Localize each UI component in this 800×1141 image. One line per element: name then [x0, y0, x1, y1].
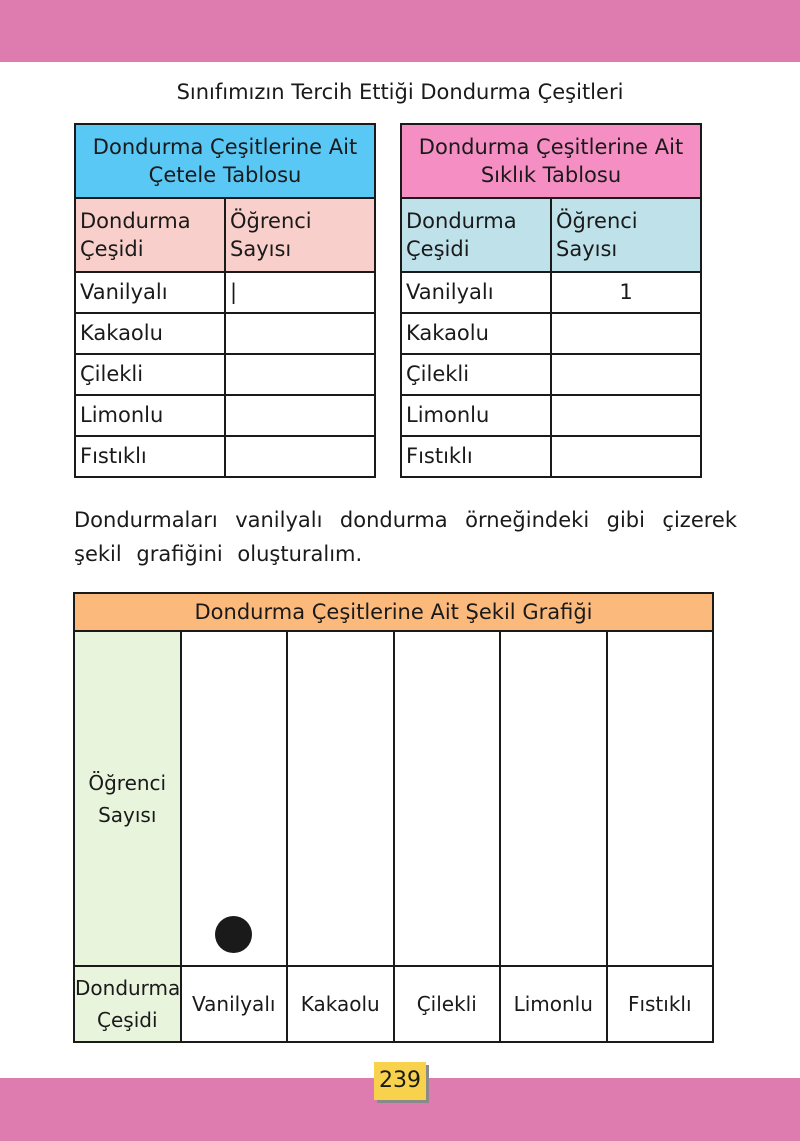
freq-row-name: Fıstıklı [401, 436, 551, 477]
tally-col-type: Dondurma Çeşidi [75, 198, 225, 272]
ice-cream-dot-icon [215, 916, 252, 953]
freq-row-value [551, 313, 701, 354]
freq-row-name: Kakaolu [401, 313, 551, 354]
graph-category-label: Limonlu [500, 966, 607, 1042]
tally-col-count: Öğrenci Sayısı [225, 198, 375, 272]
pictograph [73, 592, 714, 1043]
freq-row-name: Çilekli [401, 354, 551, 395]
tally-row-value [225, 395, 375, 436]
graph-category-label: Kakaolu [287, 966, 394, 1042]
tally-row-name: Fıstıklı [75, 436, 225, 477]
freq-col-count: Öğrenci Sayısı [551, 198, 701, 272]
tally-row-value [225, 313, 375, 354]
tally-table-heading: Dondurma Çeşitlerine Ait Çetele Tablosu [75, 124, 375, 198]
graph-category-label: Çilekli [394, 966, 501, 1042]
freq-row-name: Limonlu [401, 395, 551, 436]
freq-row-value [551, 436, 701, 477]
tally-row-value [225, 354, 375, 395]
frequency-table [400, 123, 702, 478]
graph-category-label: Fıstıklı [607, 966, 714, 1042]
freq-table-heading: Dondurma Çeşitlerine Ait Sıklık Tablosu [401, 124, 701, 198]
freq-row-name: Vanilyalı [401, 272, 551, 313]
tally-row-value: | [225, 272, 375, 313]
page-title: Sınıfımızın Tercih Ettiği Dondurma Çeşitleri [176, 80, 624, 104]
freq-row-value: 1 [551, 272, 701, 313]
graph-x-label: Dondurma Çeşidi [74, 966, 181, 1042]
freq-row-value [551, 395, 701, 436]
tally-row-name: Kakaolu [75, 313, 225, 354]
freq-col-type: Dondurma Çeşidi [401, 198, 551, 272]
tally-table [74, 123, 376, 478]
graph-column[interactable] [287, 631, 394, 966]
tally-row-value [225, 436, 375, 477]
tally-row-name: Vanilyalı [75, 272, 225, 313]
tally-row-name: Limonlu [75, 395, 225, 436]
graph-column[interactable] [394, 631, 501, 966]
tally-row-name: Çilekli [75, 354, 225, 395]
top-band [0, 0, 800, 62]
graph-column[interactable] [607, 631, 714, 966]
graph-column[interactable] [181, 631, 288, 966]
instruction-text: Dondurmaları vanilyalı dondurma örneğindeki gibi çizerek şekil grafiğini oluşturalım. [74, 508, 737, 566]
page-number: 239 [374, 1062, 426, 1100]
graph-category-label: Vanilyalı [181, 966, 288, 1042]
graph-heading: Dondurma Çeşitlerine Ait Şekil Grafiği [74, 593, 713, 631]
graph-column[interactable] [500, 631, 607, 966]
graph-y-label: Öğrenci Sayısı [74, 631, 181, 966]
freq-row-value [551, 354, 701, 395]
